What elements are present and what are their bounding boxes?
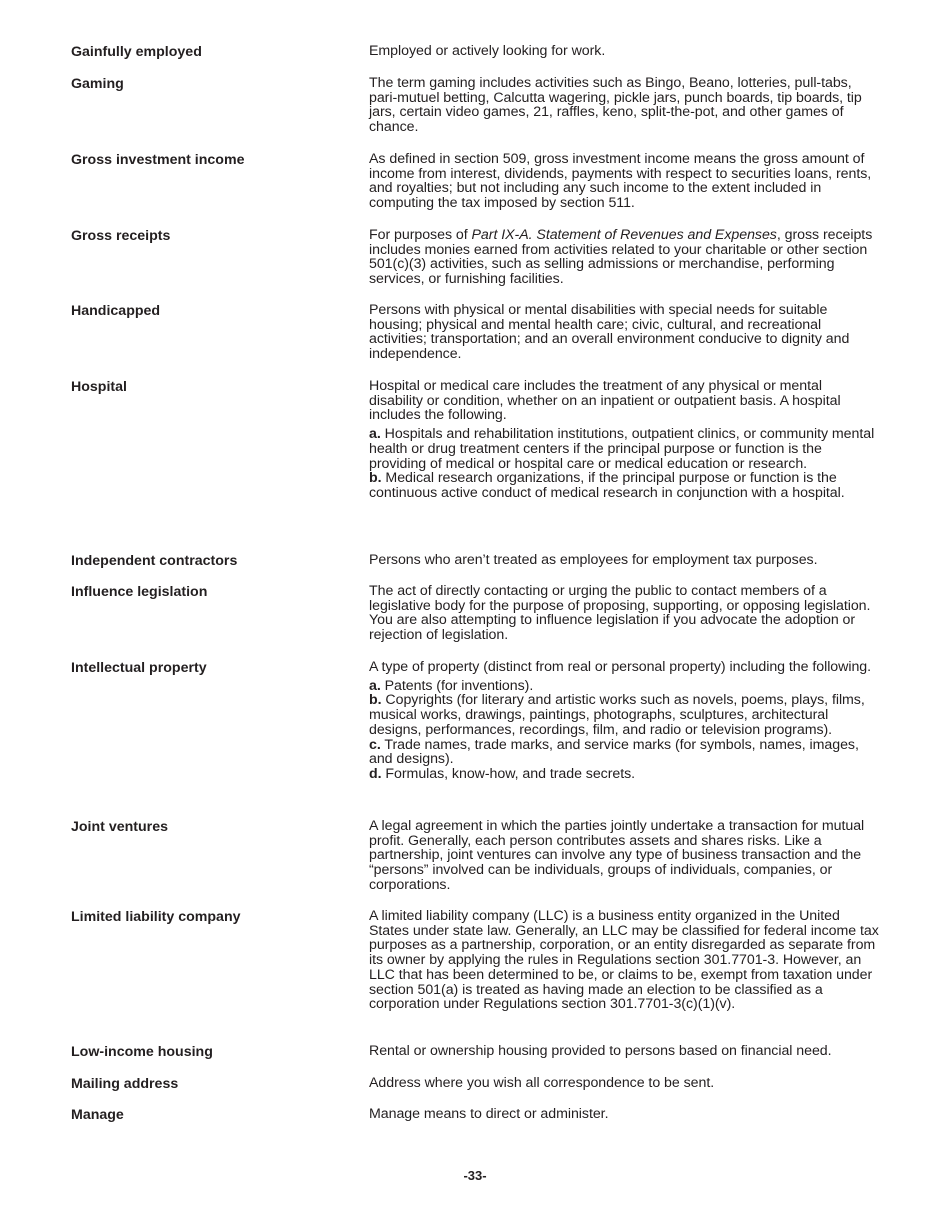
glossary-definition: A limited liability company (LLC) is a business entity organized in the United States under state law. Generally, an LLC may be classified for federal income tax purposes as a partnership, corporation, or an entity disregarded as separate from its owner by applying the rules in Regulations section 301.7701-3. However, an LLC that has been determined to be, or claims to be, exempt from taxation under section 501(a) is treated as having made an election to be classified as a corporation under Regulations section 301.7701-3(c)(1)(v). — [369, 908, 879, 1013]
glossary-term: Low-income housing — [71, 1044, 213, 1060]
glossary-definition: Employed or actively looking for work. — [369, 43, 606, 59]
list-item-text: Medical research organizations, if the principal purpose or function is the continuous active conduct of medical research in conjunction with a hospital. — [369, 470, 845, 501]
list-item-label: c. — [369, 736, 381, 753]
glossary-definition — [369, 379, 879, 501]
definition-emphasis: Part IX-A. Statement of Revenues and Expenses — [471, 227, 777, 243]
definition-text: , gross receipts includes monies earned from activities related to your charitable or other section 501(c)(3) activities, such as selling admissions or merchandise, performing services, or furnishing facilities. — [369, 227, 873, 288]
glossary-term: Hospital — [71, 379, 127, 395]
glossary-definition: The term gaming includes activities such as Bingo, Beano, lotteries, pull-tabs, pari-mutuel betting, Calcutta wagering, pickle jars, punch boards, tip boards, tip jars, certain video games, 21, raffles, keno, split-the-pot, and other games of chance. — [369, 75, 862, 136]
glossary-term: Manage — [71, 1107, 124, 1123]
definition-text: For purposes of — [369, 227, 472, 243]
list-item-text: Formulas, know-how, and trade secrets. — [385, 765, 636, 782]
glossary-definition: Rental or ownership housing provided to persons based on financial need. — [369, 1043, 832, 1059]
glossary-term: Joint ventures — [71, 819, 168, 835]
list-item — [369, 471, 879, 500]
glossary-definition: Manage means to direct or administer. — [369, 1106, 609, 1122]
glossary-term: Limited liability company — [71, 909, 241, 925]
list-item — [369, 738, 879, 767]
list-item — [369, 679, 879, 694]
list-item-label: b. — [369, 470, 382, 487]
list-item — [369, 693, 879, 737]
glossary-term: Gainfully employed — [71, 44, 202, 60]
glossary-term: Handicapped — [71, 303, 161, 319]
definition-text: A type of property (distinct from real or personal property) including the following. — [369, 659, 872, 675]
glossary-definition: Address where you wish all correspondence to be sent. — [369, 1075, 715, 1091]
list-item-text: Trade names, trade marks, and service marks (for symbols, names, images, and designs). — [369, 736, 859, 768]
glossary-definition: The act of directly contacting or urging the public to contact members of a legislative body for the purpose of proposing, supporting, or opposing legislation. You are also attempting to influence legislation if you advocate the adoption or rejection of legislation. — [369, 583, 871, 644]
list-item — [369, 767, 879, 782]
list-item — [369, 427, 879, 471]
glossary-definition — [369, 660, 879, 782]
list-item-label: d. — [369, 765, 382, 782]
glossary-definition: Persons who aren’t treated as employees for employment tax purposes. — [369, 552, 818, 568]
glossary-term: Gross receipts — [71, 228, 171, 244]
glossary-term: Independent contractors — [71, 553, 238, 569]
page-number: -33- — [463, 1168, 487, 1183]
glossary-term: Influence legislation — [71, 584, 208, 600]
glossary-definition: A legal agreement in which the parties jointly undertake a transaction for mutual profit. Generally, each person contributes assets and shares risks. Like a partnership, joint ventures can involve any type of business transaction and the “persons” involved can be individuals, groups of individuals, companies, or corporations. — [369, 818, 865, 893]
glossary-definition: Persons with physical or mental disabilities with special needs for suitable housing; physical and mental health care; civic, cultural, and recreational activities; transportation; and an overall environment conducive to dignity and independence. — [369, 302, 850, 363]
definition-text: Hospital or medical care includes the treatment of any physical or mental disability or condition, whether on an inpatient or outpatient basis. A hospital includes the following. — [369, 378, 841, 424]
glossary-term: Gross investment income — [71, 152, 245, 168]
glossary-term: Intellectual property — [71, 660, 207, 676]
glossary-term: Mailing address — [71, 1076, 179, 1092]
list-item-label: b. — [369, 692, 382, 709]
list-item-text: Copyrights (for literary and artistic works such as novels, poems, plays, films, musical works, drawings, paintings, photographs, sculptures, architectural designs, performances, recordings, film, and radio or television programs). — [369, 692, 865, 738]
list-item-label: a. — [369, 426, 381, 443]
glossary-definition: As defined in section 509, gross investment income means the gross amount of income from interest, dividends, payments with respect to securities loans, rents, and royalties; but not including any such income to the extent included in computing the tax imposed by section 511. — [369, 151, 872, 212]
list-item-text: Patents (for inventions). — [384, 677, 534, 694]
glossary-term: Gaming — [71, 76, 124, 92]
list-item-label: a. — [369, 677, 381, 694]
list-item-text: Hospitals and rehabilitation institutions, outpatient clinics, or community mental health or drug treatment centers if the principal purpose or function is the providing of medical or hospital care or medical education or research. — [369, 426, 875, 472]
glossary-definition — [369, 228, 879, 287]
